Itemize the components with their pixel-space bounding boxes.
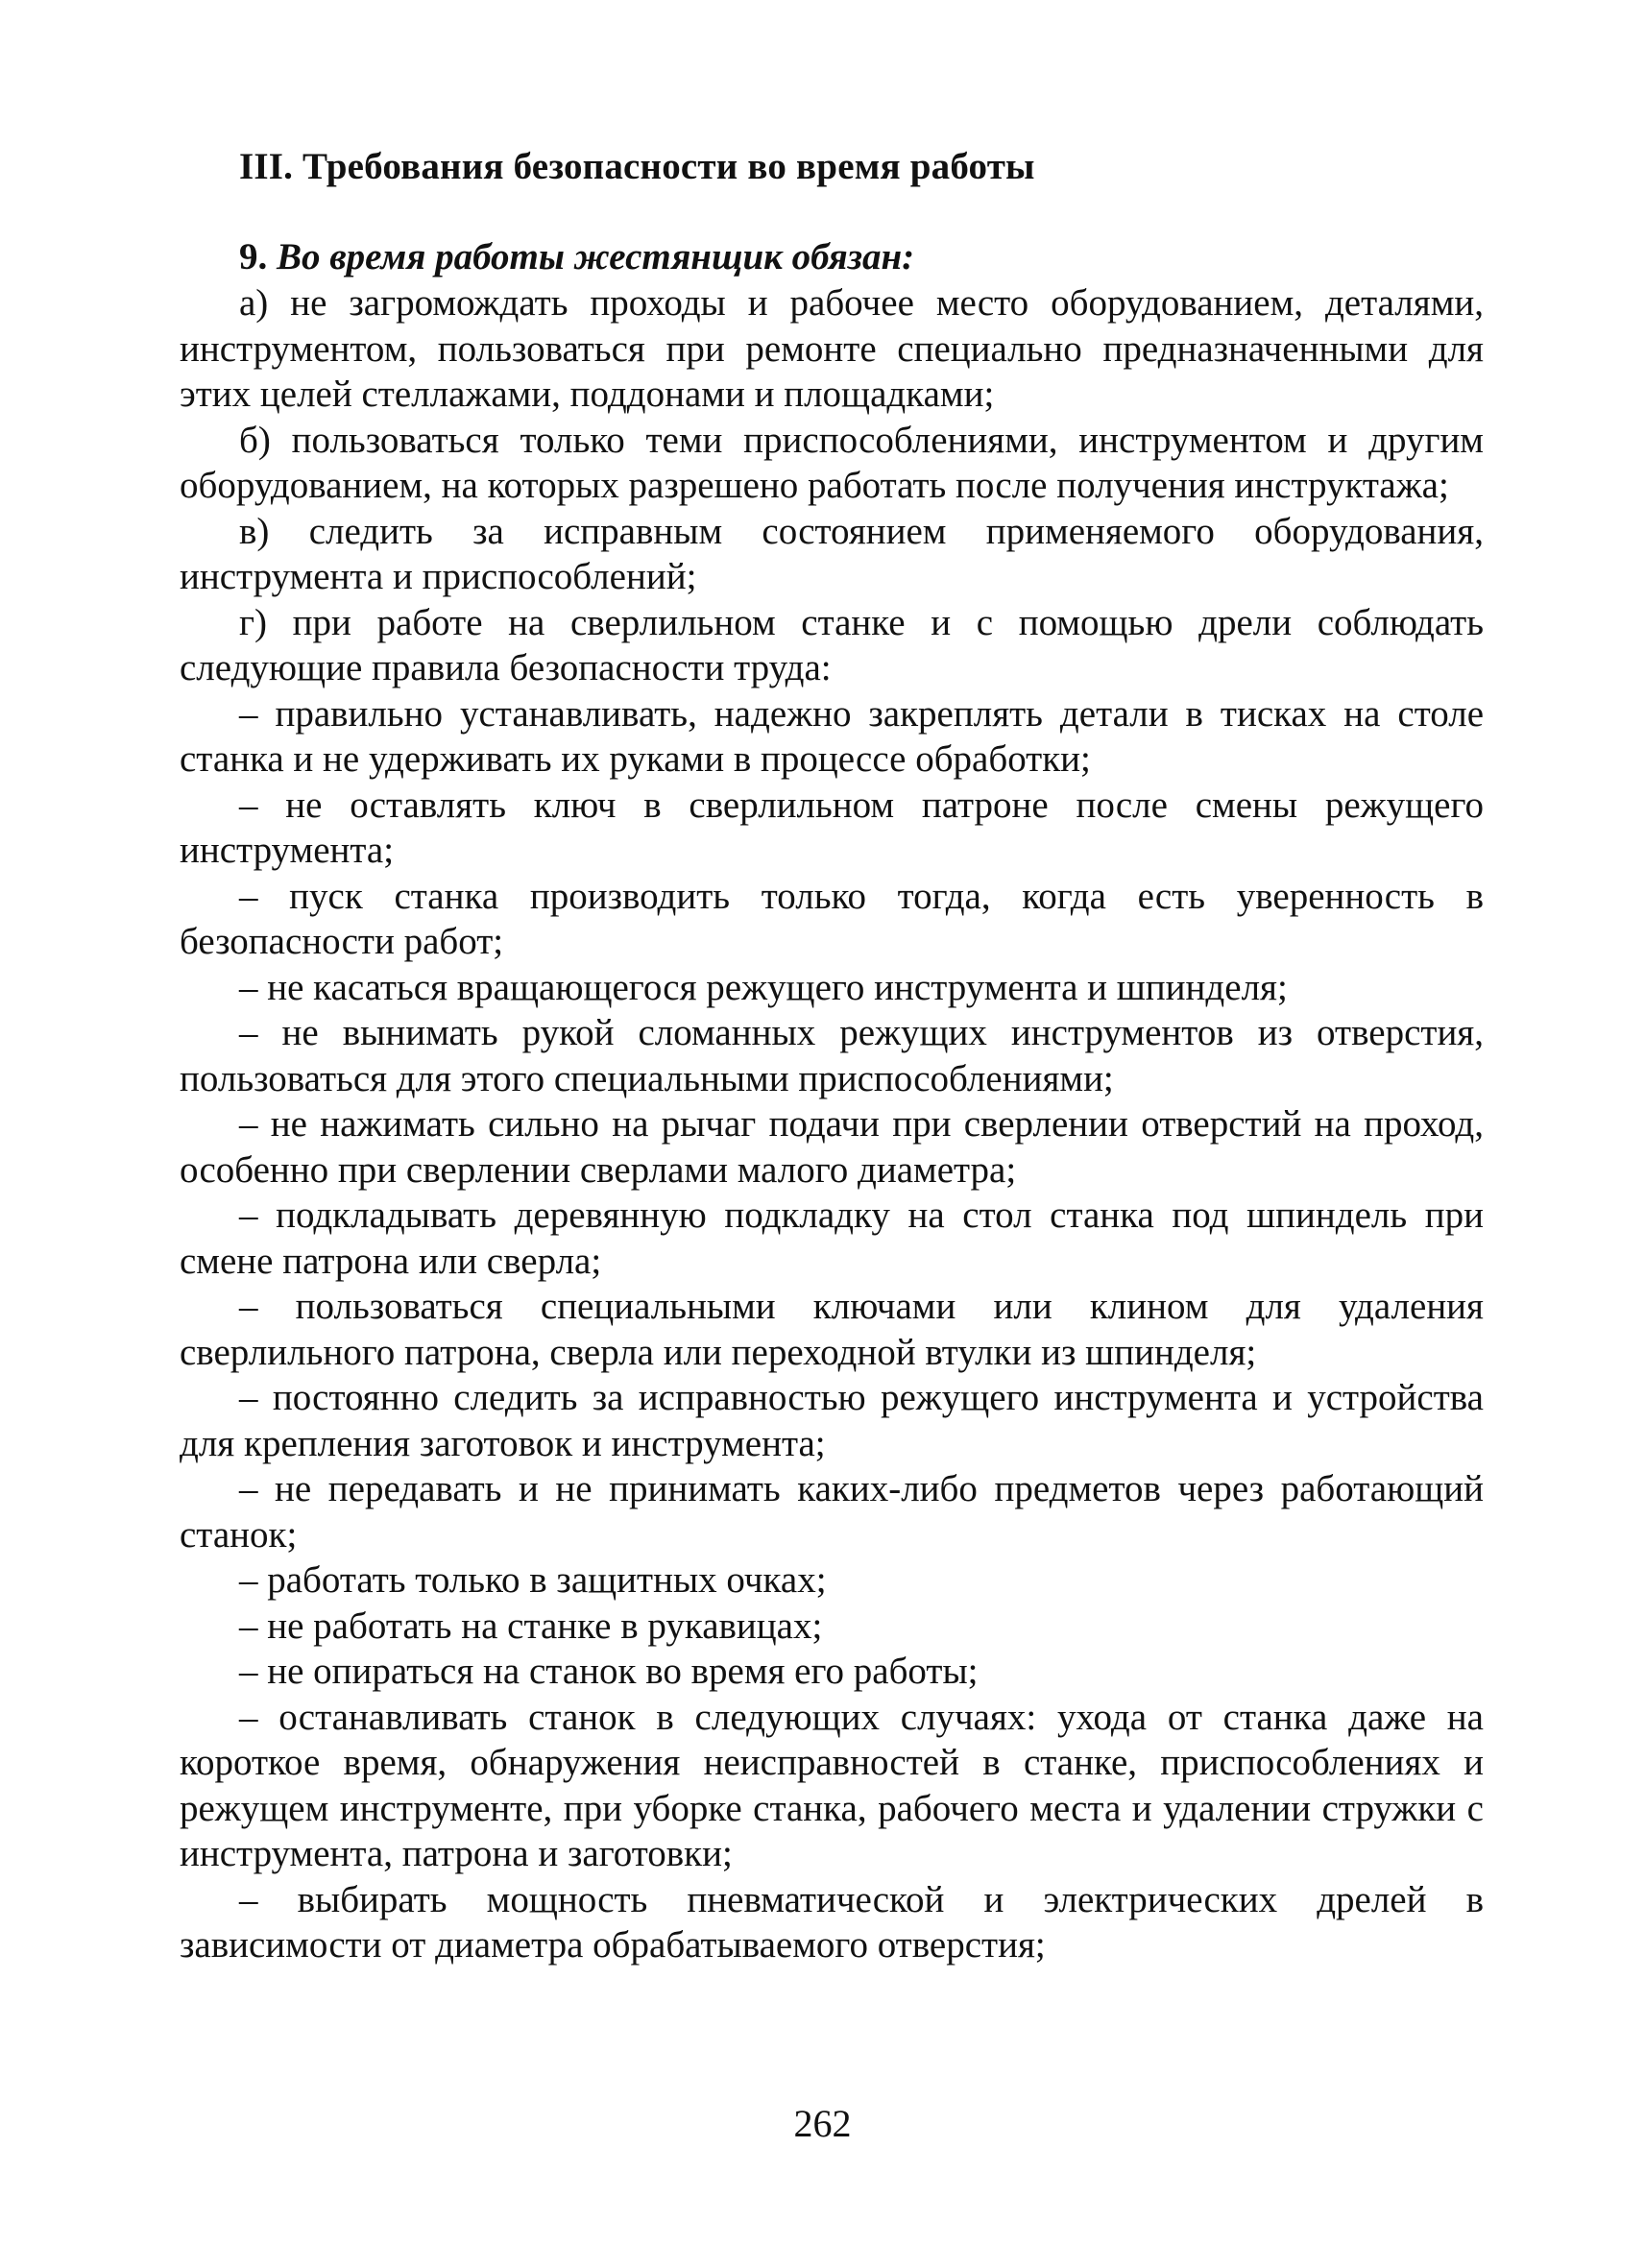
list-item: – не нажимать сильно на рычаг подачи при сверлении отверстий на проход, особенно при сверлении сверлами малого диаметра; (180, 1103, 1484, 1191)
list-item: – не оставлять ключ в сверлильном патроне после смены режущего инструмента; (180, 784, 1484, 871)
list-item: – подкладывать деревянную подкладку на стол станка под шпиндель при смене патрона или сверла; (180, 1194, 1484, 1282)
list-item: – выбирать мощность пневматической и электрических дрелей в зависимости от диаметра обрабатываемого отверстия; (180, 1878, 1484, 1966)
section-heading: III. Требования безопасности во время работы (239, 146, 1035, 187)
list-item: – правильно устанавливать, надежно закреплять детали в тисках на столе станка и не удерживать их руками в процессе обработки; (180, 692, 1484, 780)
list-item: – не опираться на станок во время его работы; (239, 1651, 979, 1692)
list-item: – работать только в защитных очках; (239, 1559, 827, 1601)
paragraph-a: а) не загромождать проходы и рабочее место оборудованием, деталями, инструментом, пользоваться при ремонте специально предназначенными для этих целей стеллажами, поддонами и площадками; (180, 282, 1484, 415)
paragraph-b: б) пользоваться только теми приспособлениями, инструментом и другим оборудованием, на которых разрешено работать после получения инструктажа; (180, 419, 1484, 506)
page-content (180, 144, 1484, 1968)
list-item: – останавливать станок в следующих случаях: ухода от станка даже на короткое время, обнаружения неисправностей в станке, приспособлениях и режущем инструменте, при уборке станка, рабочего места и удалении стружки с инструмента, патрона и заготовки; (180, 1696, 1484, 1874)
paragraph-g: г) при работе на сверлильном станке и с помощью дрели соблюдать следующие правила безопасности труда: (180, 601, 1484, 688)
clause-heading (239, 234, 1484, 280)
list-item: – не касаться вращающегося режущего инструмента и шпинделя; (239, 966, 1288, 1008)
clause-number: 9. (239, 236, 268, 277)
clause-title: Во время работы жестянщик обязан: (277, 236, 915, 277)
list-item: – не работать на станке в рукавицах; (239, 1604, 823, 1647)
list-item: – пользоваться специальными ключами или клином для удаления сверлильного патрона, сверла или переходной втулки из шпинделя; (180, 1286, 1484, 1373)
list-item: – не передавать и не принимать каких-либо предметов через работающий станок; (180, 1468, 1484, 1556)
list-item: – пуск станка производить только тогда, когда есть уверенность в безопасности работ; (180, 875, 1484, 962)
page-number: 262 (793, 2102, 852, 2145)
list-item: – постоянно следить за исправностью режущего инструмента и устройства для крепления заготовок и инструмента; (180, 1377, 1484, 1464)
paragraph-v: в) следить за исправным состоянием применяемого оборудования, инструмента и приспособлений; (180, 510, 1484, 597)
list-item: – не вынимать рукой сломанных режущих инструментов из отверстия, пользоваться для этого специальными приспособлениями; (180, 1012, 1484, 1099)
